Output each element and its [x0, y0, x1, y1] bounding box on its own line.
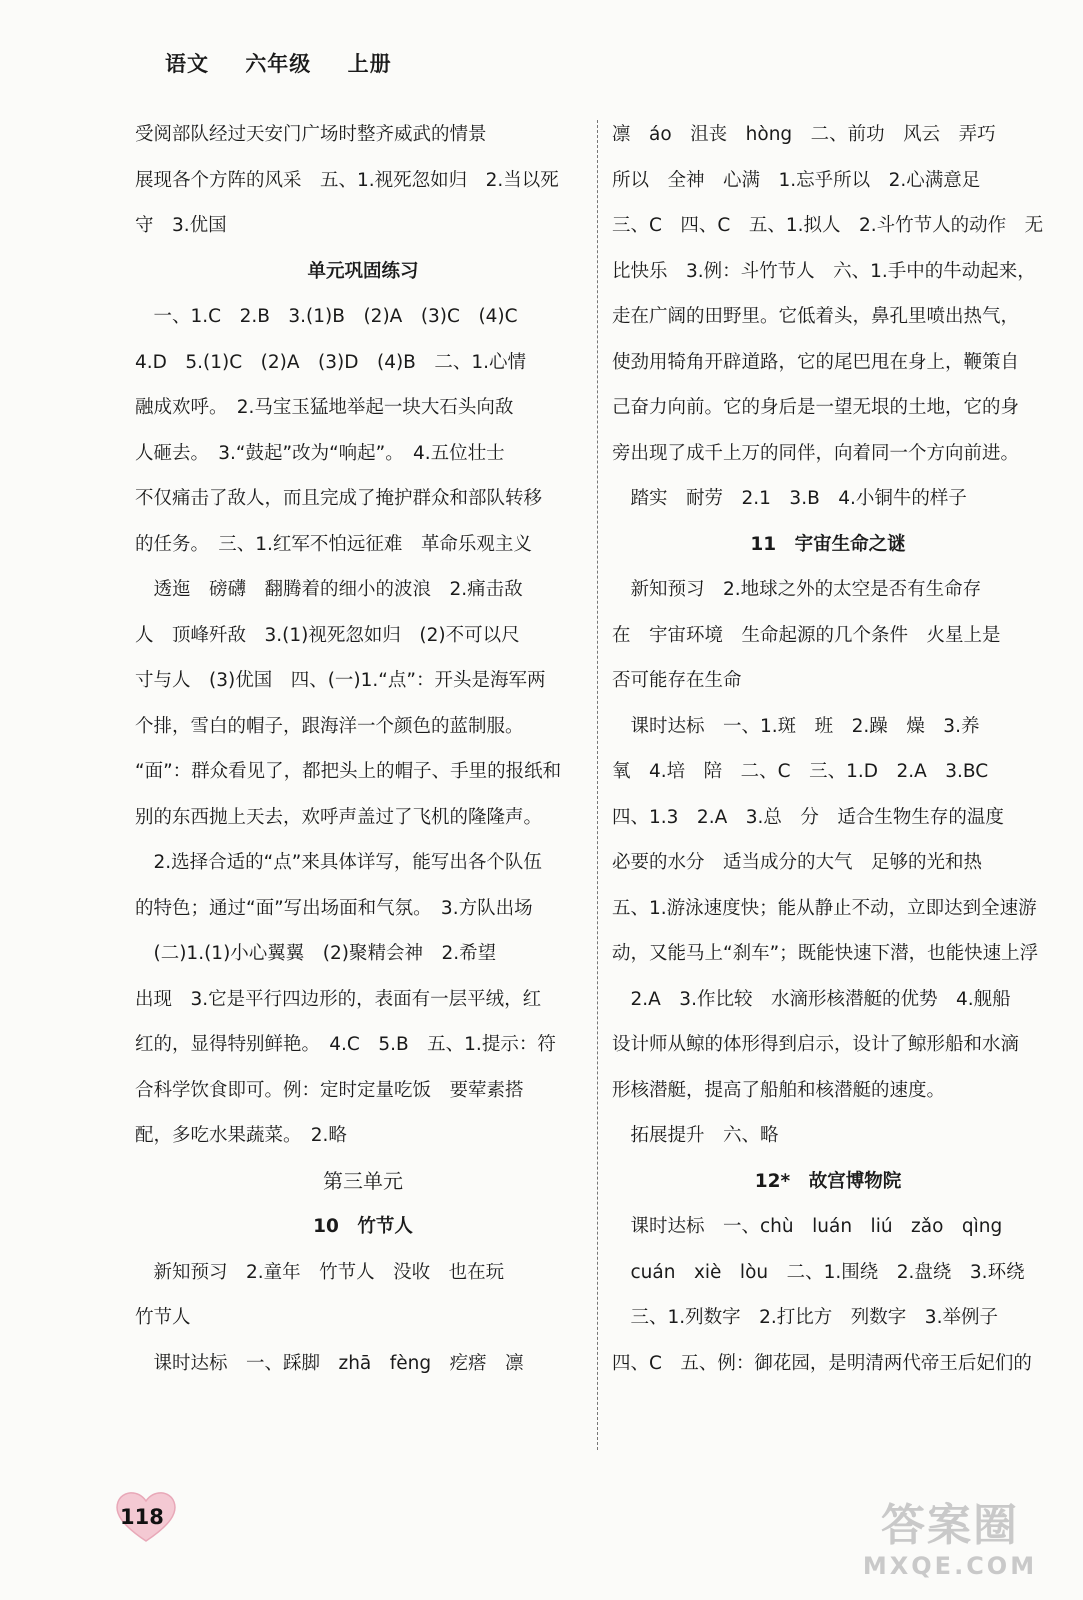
answer-line: 比快乐 3.例：斗竹节人 六、1.手中的牛动起来， [612, 260, 1036, 282]
watermark-url: MXQE.COM [862, 1552, 1038, 1580]
answer-line: (二)1.(1)小心翼翼 (2)聚精会神 2.希望 [135, 943, 497, 964]
answer-line: 别的东西抛上天去，欢呼声盖过了飞机的隆隆声。 [135, 806, 543, 828]
answer-line: 人 顶峰歼敌 3.(1)视死忽如归 (2)不可以尺 [135, 624, 520, 646]
answer-line: 4.D 5.(1)C (2)A (3)D (4)B 二、1.心情 [135, 351, 527, 373]
answer-line: 不仅痛击了敌人，而且完成了掩护群众和部队转移 [135, 488, 543, 509]
answer-line: 课时达标 一、踩脚 zhā fèng 疙瘩 凛 [135, 1352, 524, 1374]
answer-line: 寸与人 (3)优国 四、(一)1.“点”：开头是海军两 [135, 670, 546, 691]
answer-line: 受阅部队经过天安门广场时整齐威武的情景 [135, 124, 487, 145]
answer-line: 配，多吃水果蔬菜。 2.略 [135, 1125, 347, 1146]
header-grade: 六年级 [245, 52, 312, 76]
page-number: 118 [120, 1505, 164, 1529]
answer-line: 形核潜艇，提高了船舶和核潜艇的速度。 [612, 1079, 946, 1101]
answer-line: 守 3.优国 [135, 215, 227, 236]
answer-line: 设计师从鲸的体形得到启示，设计了鲸形船和水滴 [612, 1034, 1020, 1055]
section-heading: 第三单元 [323, 1168, 403, 1193]
answer-line: 课时达标 一、1.斑 班 2.躁 燥 3.养 [612, 715, 980, 737]
right-column [612, 112, 1044, 1386]
page-header [165, 48, 420, 78]
section-heading: 10 竹节人 [313, 1216, 413, 1237]
answer-line: 2.A 3.作比较 水滴形核潜艇的优势 4.舰船 [612, 988, 1011, 1010]
watermark-logo [845, 1500, 1055, 1590]
column-divider [597, 120, 604, 1450]
section-heading: 12* 故宫博物院 [754, 1170, 902, 1192]
answer-line: 旁出现了成千上万的同伴，向着同一个方向前进。 [612, 442, 1020, 464]
answer-line: 否可能存在生命 [612, 670, 742, 691]
answer-line: cuán xiè lòu 二、1.围绕 2.盘绕 3.环绕 [612, 1261, 1025, 1283]
answer-line: 三、C 四、C 五、1.拟人 2.斗竹节人的动作 无 [612, 215, 1044, 236]
answer-line: 三、1.列数字 2.打比方 列数字 3.举例子 [612, 1307, 998, 1328]
answer-line: 透迤 磅礴 翻腾着的细小的波浪 2.痛击敌 [135, 579, 523, 600]
answer-line: 一、1.C 2.B 3.(1)B (2)A (3)C (4)C [135, 306, 518, 327]
answer-line: 四、C 五、例：御花园，是明清两代帝王后妃们的 [612, 1352, 1032, 1374]
answer-line: 人砸去。 3.“鼓起”改为“响起”。 4.五位壮士 [135, 442, 505, 464]
answer-line: 融成欢呼。 2.马宝玉猛地举起一块大石头向敌 [135, 397, 514, 418]
answer-line: 竹节人 [135, 1307, 191, 1328]
answer-line: 展现各个方阵的风采 五、1.视死忽如归 2.当以死 [135, 169, 559, 191]
answer-line: 拓展提升 六、略 [612, 1125, 779, 1146]
answer-line: 个排，雪白的帽子，跟海洋一个颜色的蓝制服。 [135, 715, 524, 737]
answer-line: 四、1.3 2.A 3.总 分 适合生物生存的温度 [612, 806, 1004, 828]
answer-line: 踏实 耐劳 2.1 3.B 4.小铜牛的样子 [612, 488, 967, 509]
answer-line: 2.选择合适的“点”来具体详写，能写出各个队伍 [135, 852, 542, 873]
section-heading: 11 宇宙生命之谜 [750, 533, 906, 555]
answer-line: 新知预习 2.童年 竹节人 没收 也在玩 [135, 1261, 505, 1283]
answer-line: 氧 4.培 陪 二、C 三、1.D 2.A 3.BC [612, 761, 989, 782]
answer-line: 必要的水分 适当成分的大气 足够的光和热 [612, 852, 983, 873]
header-subject: 语文 [165, 52, 209, 76]
answer-line: 新知预习 2.地球之外的太空是否有生命存 [612, 579, 982, 600]
answer-line: 己奋力向前。它的身后是一望无垠的土地，它的身 [612, 397, 1020, 418]
left-column [135, 112, 591, 1386]
answer-line: 的特色；通过“面”写出场面和气氛。 3.方队出场 [135, 897, 533, 919]
header-volume: 上册 [347, 52, 392, 76]
answer-line: “面”：群众看见了，都把头上的帽子、手里的报纸和 [135, 761, 562, 782]
answer-line: 五、1.游泳速度快；能从静止不动，立即达到全速游 [612, 897, 1037, 919]
answer-line: 所以 全神 心满 1.忘乎所以 2.心满意足 [612, 169, 981, 191]
answer-line: 走在广阔的田野里。它低着头，鼻孔里喷出热气， [612, 306, 1020, 327]
answer-line: 动，又能马上“刹车”；既能快速下潜，也能快速上浮 [612, 943, 1039, 964]
answer-line: 使劲用犄角开辟道路，它的尾巴甩在身上，鞭策自 [612, 351, 1020, 373]
answer-line: 红的，显得特别鲜艳。 4.C 5.B 五、1.提示：符 [135, 1034, 556, 1055]
answer-line: 出现 3.它是平行四边形的，表面有一层平绒，红 [135, 988, 542, 1010]
watermark-title: 答案圈 [881, 1500, 1019, 1551]
answer-line: 凛 áo 沮丧 hòng 二、前功 风云 弄巧 [612, 124, 996, 145]
answer-line: 的任务。 三、1.红军不怕远征难 革命乐观主义 [135, 533, 532, 555]
answer-line: 合科学饮食即可。例：定时定量吃饭 要荤素搭 [135, 1079, 524, 1101]
section-heading: 单元巩固练习 [307, 260, 419, 282]
answer-line: 课时达标 一、chù luán liú zǎo qìng [612, 1216, 1003, 1237]
answer-line: 在 宇宙环境 生命起源的几个条件 火星上是 [612, 624, 1001, 646]
